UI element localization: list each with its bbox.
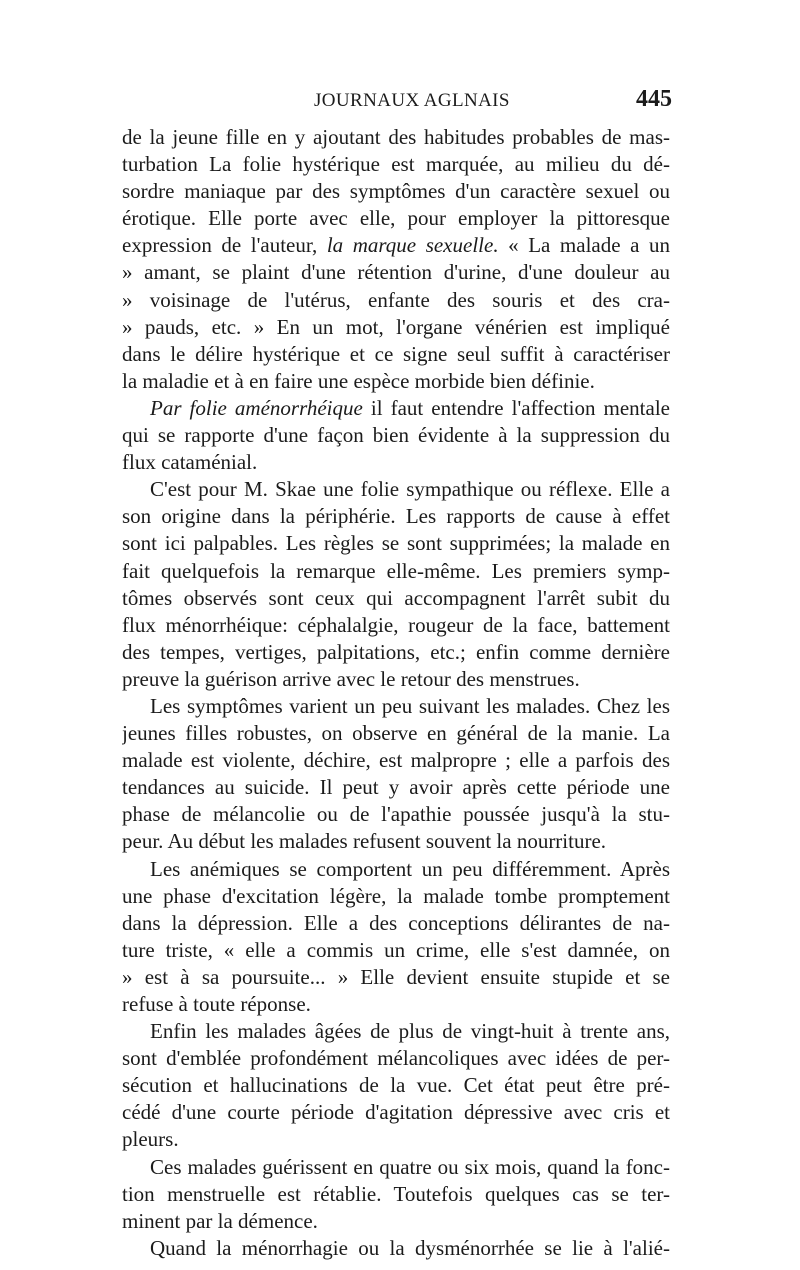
text-line: » amant, se plaint d'une rétention d'urine, d'une douleur au: [122, 260, 670, 285]
text-line: flux cataménial.: [122, 450, 258, 475]
text-line: dans la dépression. Elle a des conceptions délirantes de na-: [122, 910, 670, 935]
text-line: phase de mélancolie ou de l'apathie poussée jusqu'à la stu-: [122, 802, 670, 827]
paragraph-first-line: Les anémiques se comportent un peu différemment. Après: [150, 856, 670, 881]
paragraph-first-line: Quand la ménorrhagie ou la dysménorrhée se lie à l'alié-: [150, 1235, 670, 1260]
page-number: 445: [636, 86, 672, 112]
text-line: cédé d'une courte période d'agitation dépressive avec cris et: [122, 1100, 670, 1125]
text-line: qui se rapporte d'une façon bien évidente à la suppression du: [122, 423, 670, 448]
text-line: dans le délire hystérique et ce signe seul suffit à caractériser: [122, 341, 670, 366]
text-segment: expression de l'auteur,: [122, 233, 318, 258]
text-line: jeunes filles robustes, on observe en général de la manie. La: [122, 721, 670, 746]
text-line: minent par la démence.: [122, 1208, 318, 1233]
running-title: JOURNAUX AGLNAIS: [314, 90, 510, 111]
text-line: une phase d'excitation légère, la malade tombe promptement: [122, 883, 670, 908]
text-line: sordre maniaque par des symptômes d'un caractère sexuel ou: [122, 179, 670, 204]
text-line: fait quelquefois la remarque elle-même. Les premiers symp-: [122, 558, 670, 583]
text-line: érotique. Elle porte avec elle, pour employer la pittoresque: [122, 206, 670, 231]
paragraph-first-line: [122, 395, 670, 422]
body-text: [122, 124, 670, 1262]
text-line: sont ici palpables. Les règles se sont supprimées; la malade en: [122, 531, 670, 556]
italic-phrase: la marque sexuelle.: [326, 233, 499, 258]
text-line: tômes observés sont ceux qui accompagnent l'arrêt subit du: [122, 585, 670, 610]
paragraph-first-line: Enfin les malades âgées de plus de vingt-huit à trente ans,: [150, 1019, 670, 1044]
italic-phrase: Par folie aménorrhéique: [150, 395, 363, 420]
text-line: peur. Au début les malades refusent souvent la nourriture.: [122, 829, 607, 854]
text-line: malade est violente, déchire, est malpropre ; elle a parfois des: [122, 748, 670, 773]
text-line: sécution et hallucinations de la vue. Cet état peut être pré-: [122, 1073, 670, 1098]
running-header: [122, 88, 682, 118]
text-line: tendances au suicide. Il peut y avoir après cette période une: [122, 775, 670, 800]
text-line: refuse à toute réponse.: [122, 992, 311, 1016]
paragraph-first-line: Les symptômes varient un peu suivant les malades. Chez les: [150, 693, 670, 718]
text-line: [122, 232, 670, 259]
paragraph-first-line: Ces malades guérissent en quatre ou six mois, quand la fonc-: [150, 1154, 670, 1179]
text-line: » est à sa poursuite... » Elle devient ensuite stupide et se: [122, 964, 670, 989]
text-line: de la jeune fille en y ajoutant des habitudes probables de mas-: [122, 125, 670, 149]
text-line: preuve la guérison arrive avec le retour des menstrues.: [122, 666, 580, 691]
text-segment: « La malade a un: [508, 233, 670, 258]
text-line: ture triste, « elle a commis un crime, elle s'est damnée, on: [122, 937, 670, 962]
text-line: son origine dans la périphérie. Les rapports de cause à effet: [122, 504, 670, 529]
text-line: tion menstruelle est rétablie. Toutefois quelques cas se ter-: [122, 1181, 670, 1206]
text-line: la maladie et à en faire une espèce morbide bien définie.: [122, 368, 595, 393]
text-segment: il faut entendre l'affection mentale: [370, 395, 670, 420]
text-line: flux ménorrhéique: céphalalgie, rougeur de la face, battement: [122, 612, 670, 637]
text-line: sont d'emblée profondément mélancoliques avec idées de per-: [122, 1046, 670, 1071]
paragraph-first-line: C'est pour M. Skae une folie sympathique ou réflexe. Elle a: [150, 477, 670, 502]
text-line: turbation La folie hystérique est marquée, au milieu du dé-: [122, 152, 670, 177]
text-line: pleurs.: [122, 1127, 179, 1152]
text-line: des tempes, vertiges, palpitations, etc.; enfin comme dernière: [122, 639, 670, 664]
text-line: » pauds, etc. » En un mot, l'organe vénérien est impliqué: [122, 314, 670, 339]
text-line: » voisinage de l'utérus, enfante des souris et des cra-: [122, 287, 670, 312]
